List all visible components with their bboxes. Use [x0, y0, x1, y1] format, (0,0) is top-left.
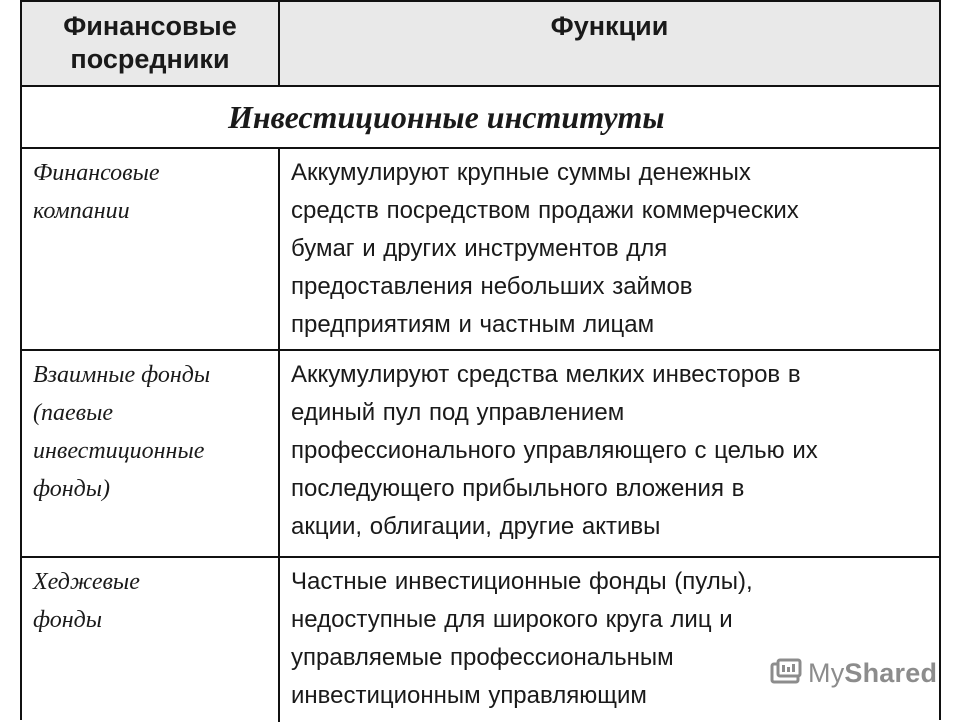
row-function-cell — [280, 149, 939, 349]
watermark-text — [808, 658, 937, 689]
header-intermediaries — [22, 2, 280, 85]
row-function-line: бумаг и других инструментов для — [291, 235, 668, 262]
table-row — [22, 149, 939, 351]
row-name-line: инвестиционные — [33, 438, 205, 464]
watermark-text-prefix: My — [808, 657, 845, 688]
row-name-line: Финансовые — [33, 160, 160, 186]
watermark-text-brand: Shared — [844, 657, 938, 688]
myshared-watermark — [770, 655, 937, 691]
myshared-logo-icon — [770, 658, 804, 688]
row-name-cell — [22, 149, 280, 349]
row-name-line: компании — [33, 198, 130, 224]
row-function-line: Аккумулируют средства мелких инвесторов в — [291, 361, 801, 388]
row-function-cell — [280, 558, 939, 722]
row-function-line: единый пул под управлением — [291, 399, 625, 426]
row-name-cell — [22, 351, 280, 556]
row-function-line: средств посредством продажи коммерческих — [291, 197, 799, 224]
row-function-line: Частные инвестиционные фонды (пулы), — [291, 568, 753, 595]
table-row — [22, 351, 939, 558]
header-intermediaries-line: Финансовые — [63, 11, 237, 41]
table-row — [22, 558, 939, 722]
table-header-row — [22, 2, 939, 87]
financial-intermediaries-table — [20, 0, 941, 720]
row-name-cell — [22, 558, 280, 722]
section-title-investment-institutions: Инвестиционные институты — [22, 87, 939, 149]
row-function-line: акции, облигации, другие активы — [291, 513, 661, 540]
row-function-line: профессионального управляющего с целью их — [291, 437, 818, 464]
row-function-line: последующего прибыльного вложения в — [291, 475, 745, 502]
header-intermediaries-line: посредники — [70, 44, 230, 74]
row-function-cell — [280, 351, 939, 556]
row-function-line: недоступные для широкого круга лиц и — [291, 606, 733, 633]
row-function-line: Аккумулируют крупные суммы денежных — [291, 159, 751, 186]
row-name-line: фонды — [33, 607, 103, 633]
row-function-line: предприятиям и частным лицам — [291, 311, 655, 338]
header-functions: Функции — [550, 11, 669, 41]
row-name-line: Хеджевые — [33, 569, 140, 595]
row-name-line: (паевые — [33, 400, 113, 426]
row-name-line: Взаимные фонды — [33, 362, 211, 388]
row-function-line: предоставления небольших займов — [291, 273, 693, 300]
row-name-line: фонды) — [33, 476, 111, 502]
row-function-line: инвестиционным управляющим — [291, 682, 647, 709]
row-function-line: управляемые профессиональным — [291, 644, 674, 671]
